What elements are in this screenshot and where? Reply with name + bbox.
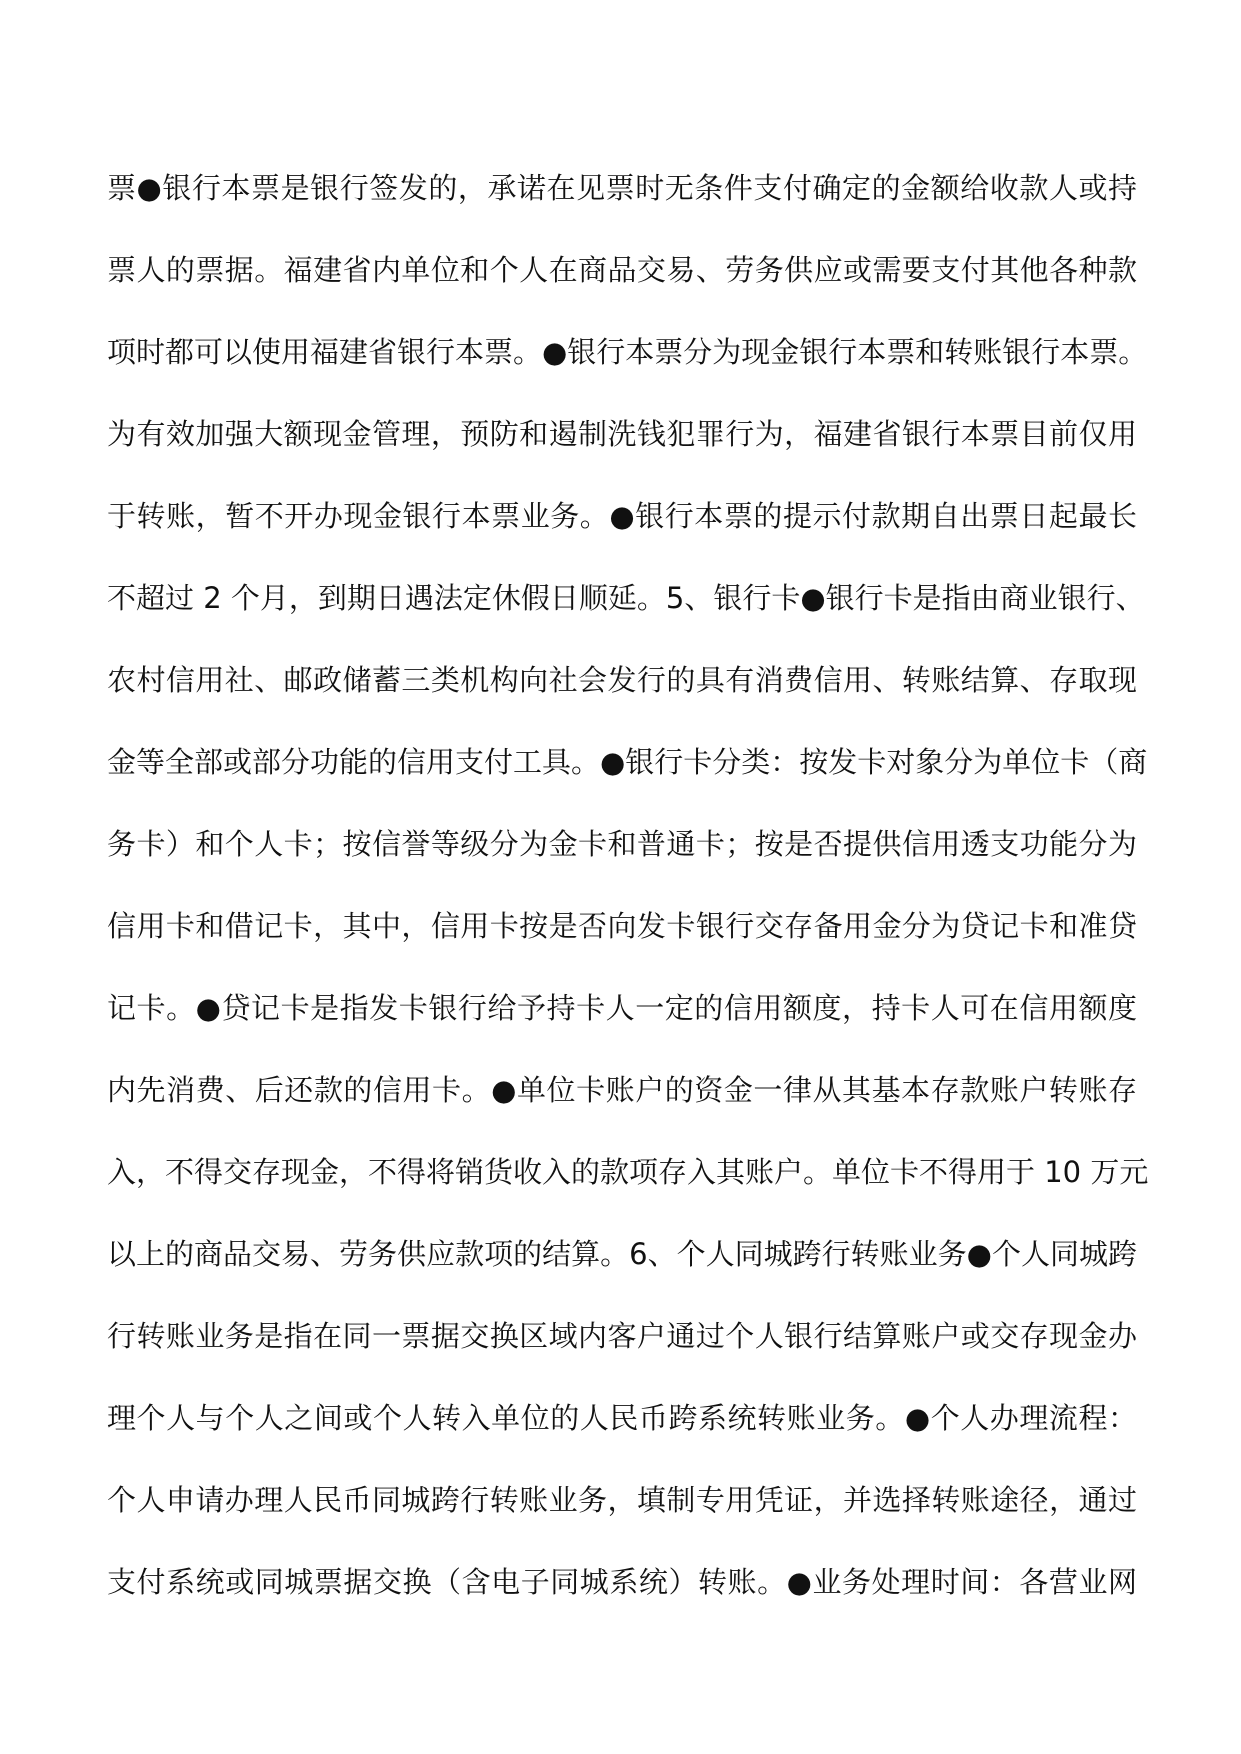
text-line-3: 项时都可以使用福建省银行本票。●银行本票分为现金银行本票和转账银行本票。 [107, 335, 1148, 369]
text-line-14: 以上的商品交易、劳务供应款项的结算。6、个人同城跨行转账业务●个人同城跨 [107, 1237, 1137, 1271]
text-line-7: 农村信用社、邮政储蓄三类机构向社会发行的具有消费信用、转账结算、存取现 [107, 663, 1137, 697]
text-line-8: 金等全部或部分功能的信用支付工具。●银行卡分类：按发卡对象分为单位卡（商 [107, 745, 1148, 779]
text-line-15: 行转账业务是指在同一票据交换区域内客户通过个人银行结算账户或交存现金办 [107, 1319, 1137, 1353]
text-line-17: 个人申请办理人民币同城跨行转账业务，填制专用凭证，并选择转账途径，通过 [107, 1483, 1137, 1517]
text-line-13: 入，不得交存现金，不得将销货收入的款项存入其账户。单位卡不得用于 10 万元 [107, 1155, 1149, 1189]
text-line-16: 理个人与个人之间或个人转入单位的人民币跨系统转账业务。●个人办理流程： [107, 1401, 1137, 1435]
text-line-10: 信用卡和借记卡，其中，信用卡按是否向发卡银行交存备用金分为贷记卡和准贷 [107, 909, 1137, 943]
text-line-5: 于转账，暂不开办现金银行本票业务。●银行本票的提示付款期自出票日起最长 [107, 499, 1137, 533]
text-line-1: 票●银行本票是银行签发的，承诺在见票时无条件支付确定的金额给收款人或持 [107, 171, 1137, 205]
text-line-12: 内先消费、后还款的信用卡。●单位卡账户的资金一律从其基本存款账户转账存 [107, 1073, 1137, 1107]
text-line-18: 支付系统或同城票据交换（含电子同城系统）转账。●业务处理时间：各营业网 [107, 1565, 1137, 1599]
text-line-6: 不超过 2 个月，到期日遇法定休假日顺延。5、银行卡●银行卡是指由商业银行、 [107, 581, 1145, 615]
text-line-2: 票人的票据。福建省内单位和个人在商品交易、劳务供应或需要支付其他各种款 [107, 253, 1137, 287]
text-line-4: 为有效加强大额现金管理，预防和遏制洗钱犯罪行为，福建省银行本票目前仅用 [107, 417, 1137, 451]
text-line-9: 务卡）和个人卡；按信誉等级分为金卡和普通卡；按是否提供信用透支功能分为 [107, 827, 1137, 861]
body-text [107, 162, 1149, 1638]
text-line-11: 记卡。●贷记卡是指发卡银行给予持卡人一定的信用额度，持卡人可在信用额度 [107, 991, 1137, 1025]
